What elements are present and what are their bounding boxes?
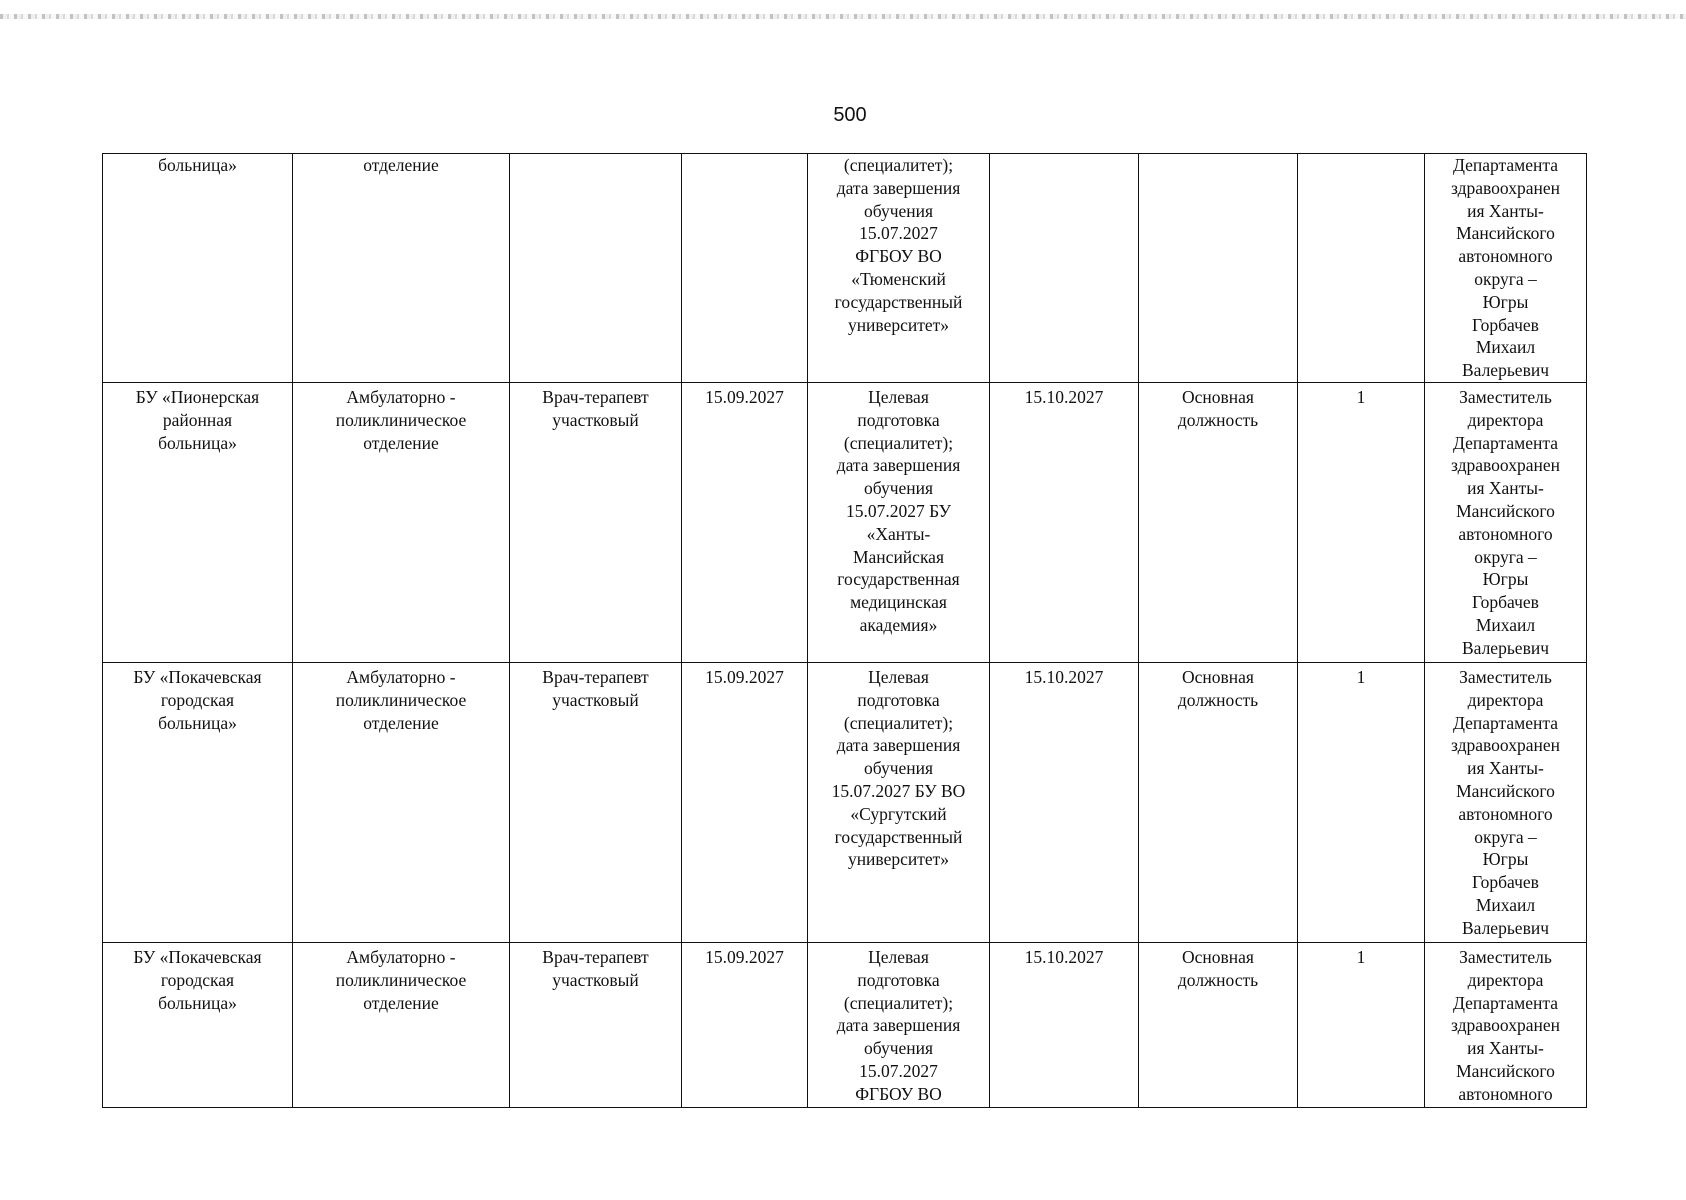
cell-training: Целевая подготовка (специалитет); дата завершения обучения 15.07.2027 БУ ВО «Сургутский государственный университет» [808,662,990,942]
cell-count: 1 [1298,662,1425,942]
cell-organization: больница» [103,154,293,383]
scan-edge-artifact [0,14,1686,19]
table-body [103,154,1587,1108]
cell-position: Врач-терапевт участковый [510,382,682,662]
cell-date-end [990,154,1139,383]
cell-organization: БУ «Пионерская районная больница» [103,382,293,662]
cell-responsible: Заместитель директора Департамента здравоохранен ия Ханты- Мансийского автономного [1425,942,1587,1107]
cell-employment [1139,154,1298,383]
cell-position: Врач-терапевт участковый [510,942,682,1107]
cell-date-end: 15.10.2027 [990,662,1139,942]
cell-date-start: 15.09.2027 [682,382,808,662]
cell-date-end: 15.10.2027 [990,942,1139,1107]
cell-position: Врач-терапевт участковый [510,662,682,942]
cell-employment: Основная должность [1139,942,1298,1107]
cell-responsible: Департамента здравоохранен ия Ханты- Мансийского автономного округа – Югры Горбачев Михаил Валерьевич [1425,154,1587,383]
vacancy-table [102,153,1587,1108]
table-row [103,662,1587,942]
cell-position [510,154,682,383]
cell-department: Амбулаторно - поликлиническое отделение [293,662,510,942]
page-number: 500 [833,104,867,126]
cell-responsible: Заместитель директора Департамента здравоохранен ия Ханты- Мансийского автономного округа – Югры Горбачев Михаил Валерьевич [1425,662,1587,942]
cell-date-end: 15.10.2027 [990,382,1139,662]
cell-date-start: 15.09.2027 [682,662,808,942]
cell-date-start [682,154,808,383]
cell-count [1298,154,1425,383]
table-row [103,942,1587,1107]
table-row [103,154,1587,383]
cell-training: (специалитет); дата завершения обучения 15.07.2027 ФГБОУ ВО «Тюменский государственный университет» [808,154,990,383]
cell-department: отделение [293,154,510,383]
cell-training: Целевая подготовка (специалитет); дата завершения обучения 15.07.2027 БУ «Ханты- Мансийская государственная медицинская академия» [808,382,990,662]
cell-count: 1 [1298,382,1425,662]
cell-organization: БУ «Покачевская городская больница» [103,662,293,942]
cell-date-start: 15.09.2027 [682,942,808,1107]
cell-training: Целевая подготовка (специалитет); дата завершения обучения 15.07.2027 ФГБОУ ВО [808,942,990,1107]
cell-employment: Основная должность [1139,382,1298,662]
cell-employment: Основная должность [1139,662,1298,942]
table-row [103,382,1587,662]
cell-organization: БУ «Покачевская городская больница» [103,942,293,1107]
cell-count: 1 [1298,942,1425,1107]
cell-department: Амбулаторно - поликлиническое отделение [293,382,510,662]
cell-responsible: Заместитель директора Департамента здравоохранен ия Ханты- Мансийского автономного округа – Югры Горбачев Михаил Валерьевич [1425,382,1587,662]
cell-department: Амбулаторно - поликлиническое отделение [293,942,510,1107]
